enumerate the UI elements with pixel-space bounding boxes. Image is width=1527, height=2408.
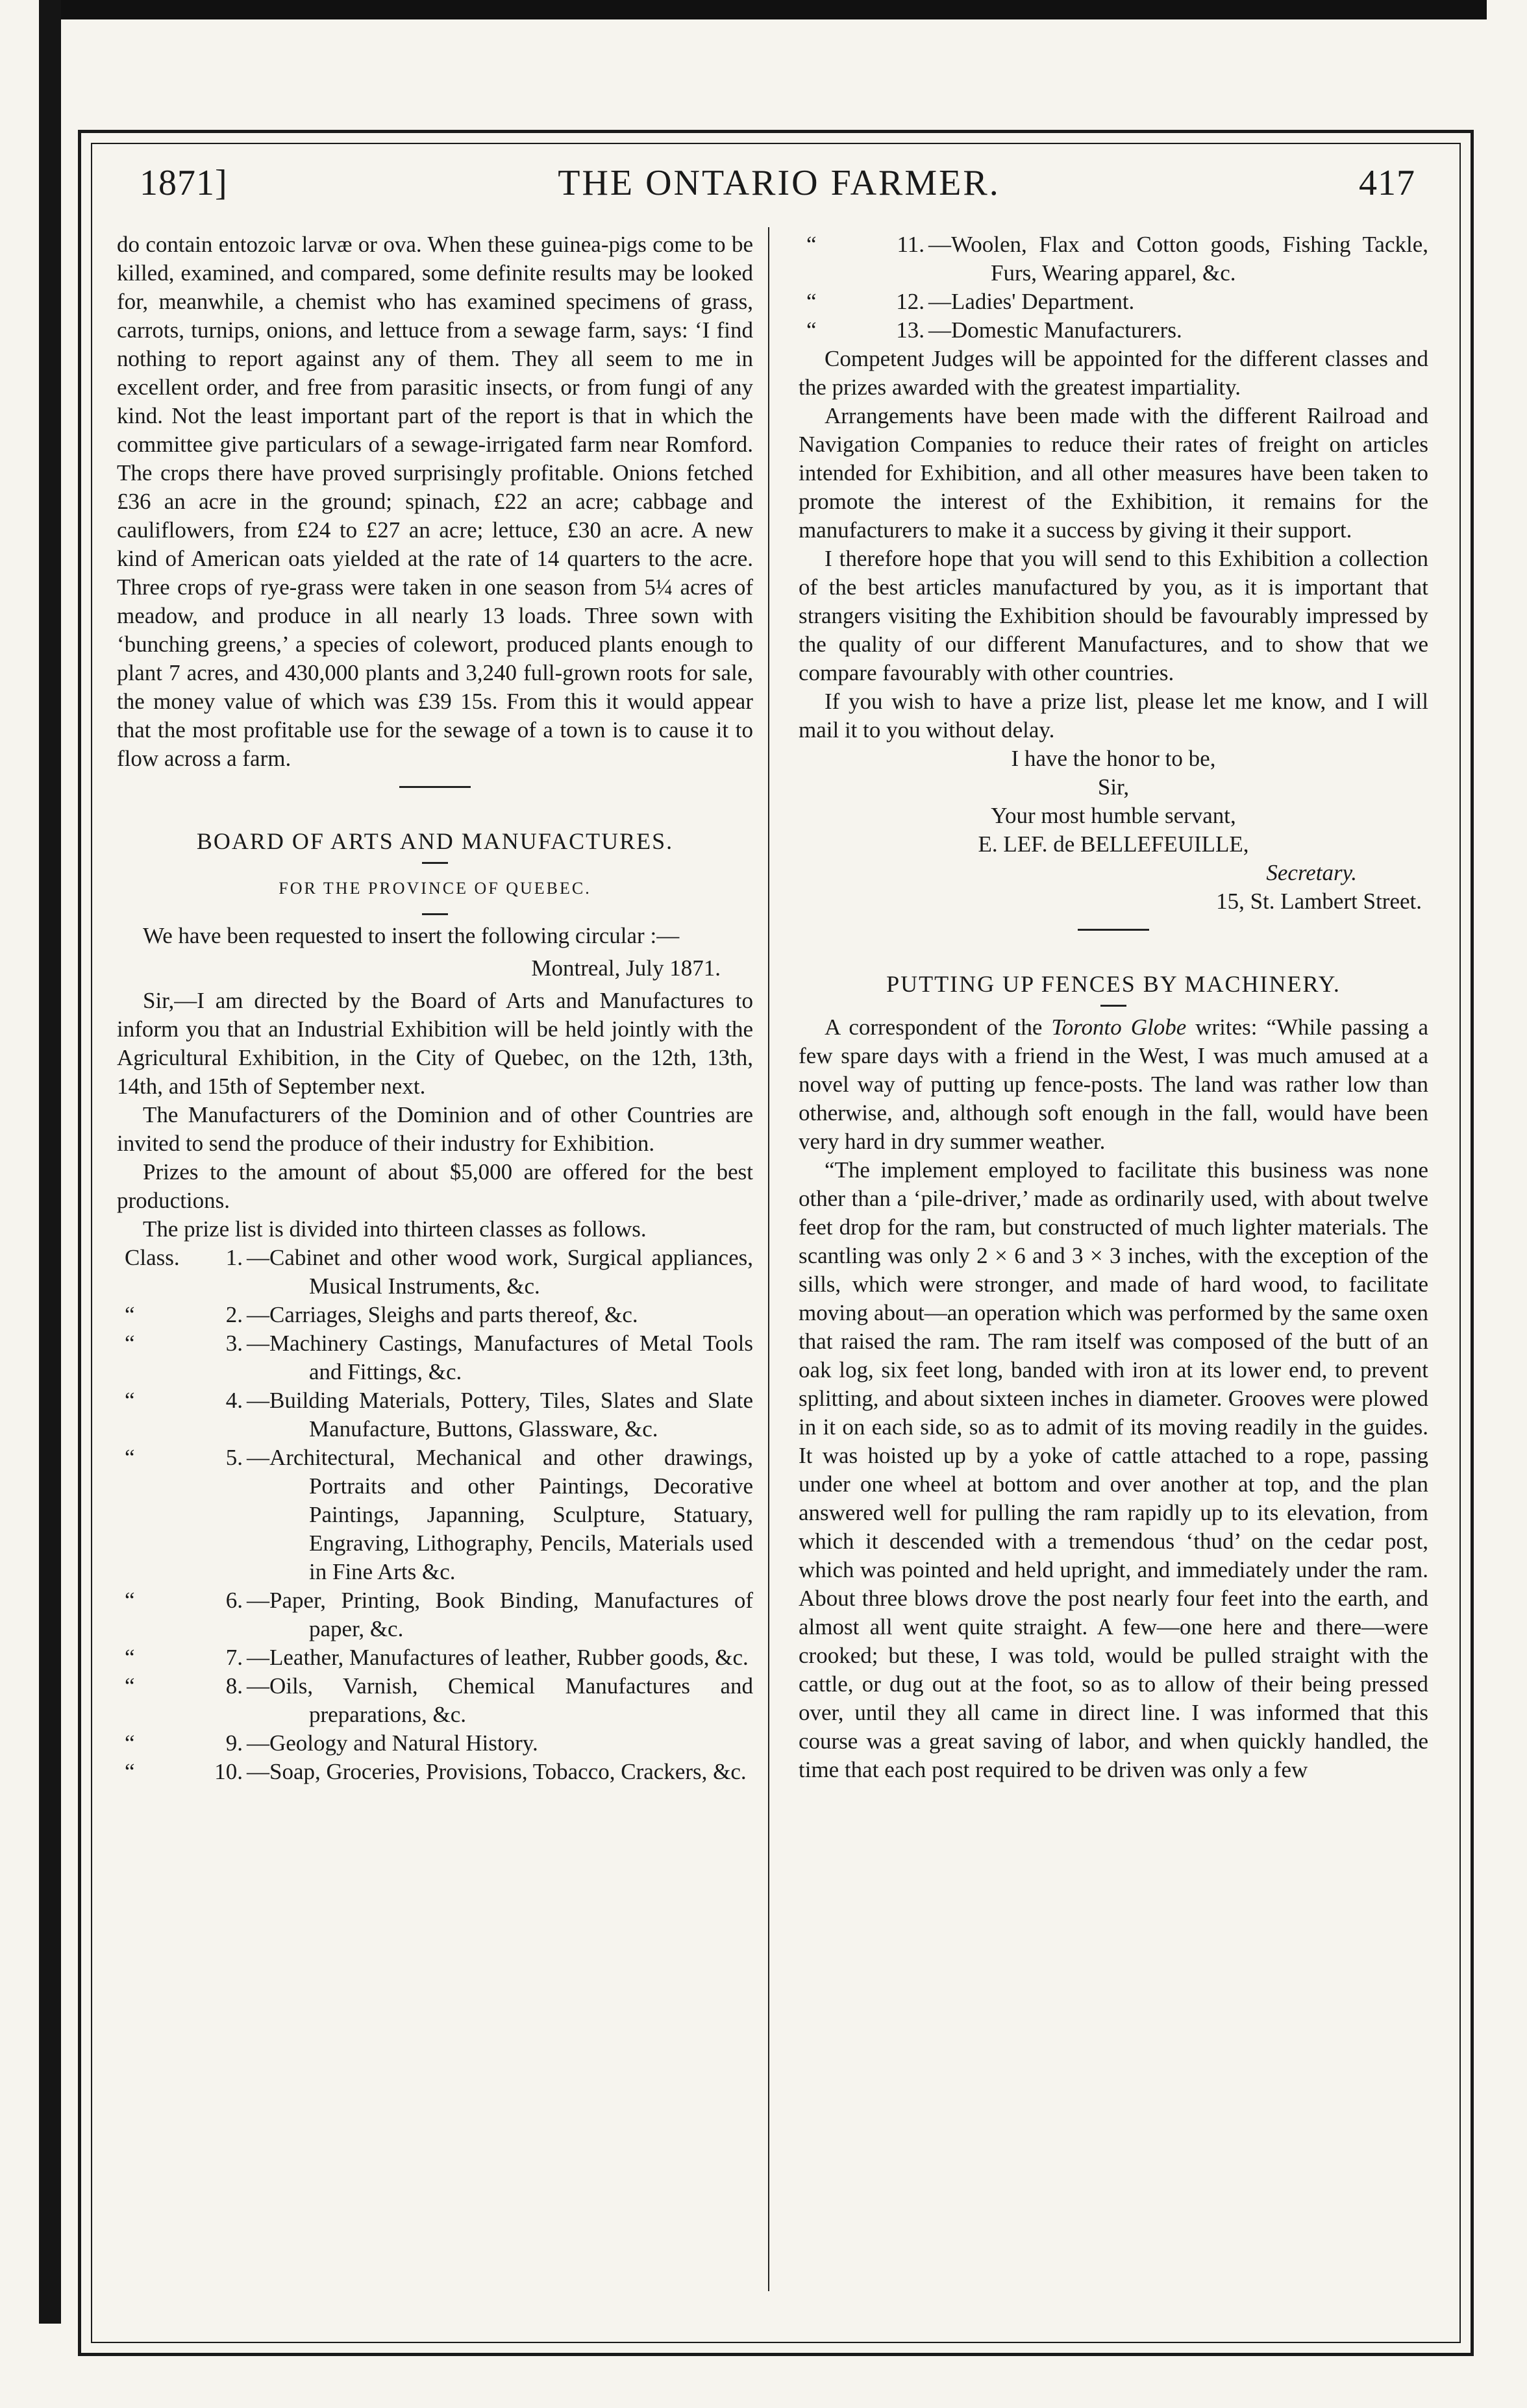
short-rule: [422, 913, 448, 915]
right-column: [799, 230, 1428, 1784]
class-entry: “ 6. —Paper, Printing, Book Binding, Manufactures of paper, &c.: [125, 1588, 753, 1641]
prize-list-paragraph: The prize list is divided into thirteen classes as follows.: [143, 1216, 647, 1242]
hope-paragraph: I therefore hope that you will send to this Exhibition a collection of the best articles manufactured by you, as it is important that strangers visiting the Exhibition should be favourably impressed by the quality of our different Manufactures, and to show that we compare favourably with other countries.: [799, 546, 1428, 685]
signatory-address: 15, St. Lambert Street.: [1216, 889, 1422, 914]
header-page-number: 417: [1359, 163, 1415, 203]
page-header: [130, 156, 1428, 214]
sir-paragraph: Sir,—I am directed by the Board of Arts and Manufactures to inform you that an Industrial Exhibition will be held jointly with the Agricultural Exhibition, in the City of Quebec, on the 12th, 13th, 14th, and 15th of September next.: [117, 988, 753, 1099]
sewage-paragraph: do contain entozoic larvæ or ova. When these guinea-pigs come to be killed, examined, and compared, some definite results may be looked for, meanwhile, a chemist who has examined specimens of grass, carrots, turnips, onions, and lettuce from a sewage farm, says: ‘I find nothing to report against any of them. They all seem to me in excellent order, and free from parasitic insects, or from fungi of any kind. Not the least important part of the report is that in which the committee give particulars of a sewage-irrigated farm near Romford. The crops there have proved surprisingly profitable. Onions fetched £36 an acre in the ground; spinach, £22 an acre; cabbage and cauliflowers, from £24 to £27 an acre; lettuce, £30 an acre. A new kind of American oats yielded at the rate of 14 quarters to the acre. Three crops of rye-grass were taken in one season from 5¼ acres of meadow, and produce in all nearly 13 loads. Three sown with ‘bunching greens,’ a species of colewort, produced plants enough to plant 7 acres, and 430,000 plants and 3,240 full-grown roots for sale, the money value of which was £39 15s. From this it would appear that the most profitable use for the sewage of a town is to cause it to flow across a farm.: [117, 232, 753, 771]
fences-intro-paragraph: A correspondent of the Toronto Globe writes: “While passing a few spare days with a friend in the West, I was much amused at a novel way of putting up fence-posts. The land was rather low than otherwise, and, although soft enough in the fall, would have been very hard in dry summer weather.: [799, 1014, 1428, 1154]
signatory-title: Secretary.: [1266, 860, 1357, 885]
scan-edge-left: [39, 0, 61, 2324]
board-heading: BOARD OF ARTS AND MANUFACTURES.: [196, 828, 674, 854]
short-rule: [422, 862, 448, 864]
prize-list-offer: If you wish to have a prize list, please let me know, and I will mail it to you without delay.: [799, 689, 1428, 743]
board-subheading: FOR THE PROVINCE OF QUEBEC.: [279, 879, 591, 898]
class-entry: “ 3. —Machinery Castings, Manufactures of Metal Tools and Fittings, &c.: [125, 1331, 753, 1384]
class-entry: “ 10. —Soap, Groceries, Provisions, Tobacco, Crackers, &c.: [125, 1759, 747, 1784]
signatory-name: E. LEF. de BELLEFEUILLE,: [978, 831, 1249, 857]
prizes-paragraph: Prizes to the amount of about $5,000 are offered for the best productions.: [117, 1159, 753, 1213]
closing-line: I have the honor to be,: [1011, 746, 1216, 771]
left-column: [117, 230, 753, 1786]
column-divider: [768, 227, 769, 2291]
header-year: 1871]: [140, 163, 228, 203]
scan-edge-top: [39, 0, 1487, 19]
closing-servant: Your most humble servant,: [991, 803, 1236, 828]
class-entry: “ 12. —Ladies' Department.: [806, 289, 1135, 314]
class-entry: “ 7. —Leather, Manufactures of leather, Rubber goods, &c.: [125, 1645, 749, 1670]
short-rule: [1100, 1005, 1126, 1007]
dateline: Montreal, July 1871.: [531, 955, 721, 981]
class-entry: “ 11. —Woolen, Flax and Cotton goods, Fishing Tackle, Furs, Wearing apparel, &c.: [806, 232, 1428, 286]
class-entry: “ 8. —Oils, Varnish, Chemical Manufactures and preparations, &c.: [125, 1673, 753, 1727]
judges-paragraph: Competent Judges will be appointed for the different classes and the prizes awarded with the greatest impartiality.: [799, 346, 1428, 400]
class-entry: “ 2. —Carriages, Sleighs and parts thereof, &c.: [125, 1302, 638, 1327]
header-title: THE ONTARIO FARMER.: [558, 163, 1000, 203]
fences-heading: PUTTING UP FENCES BY MACHINERY.: [886, 971, 1341, 997]
source-name: Toronto Globe: [1051, 1014, 1187, 1040]
request-paragraph: We have been requested to insert the following circular :—: [143, 923, 680, 948]
arrangements-paragraph: Arrangements have been made with the different Railroad and Navigation Companies to reduce their rates of freight on articles intended for Exhibition, and all other measures have been taken to promote the interest of the Exhibition, it remains for the manufacturers to make it a success by giving it their support.: [799, 403, 1428, 543]
section-rule: [399, 786, 471, 788]
class-entry: “ 4. —Building Materials, Pottery, Tiles, Slates and Slate Manufacture, Buttons, Glassware, &c.: [125, 1388, 753, 1442]
class-entry: Class. 1. —Cabinet and other wood work, Surgical appliances, Musical Instruments, &c.: [125, 1245, 753, 1299]
class-entry: “ 13. —Domestic Manufacturers.: [806, 317, 1182, 343]
manufacturers-paragraph: The Manufacturers of the Dominion and of other Countries are invited to send the produce of their industry for Exhibition.: [117, 1102, 753, 1156]
fences-paragraph: “The implement employed to facilitate this business was none other than a ‘pile-driver,’ made as ordinarily used, with about twelve feet drop for the ram, but constructed of much lighter materials. The scantling was only 2 × 6 and 3 × 3 inches, with the exception of the sills, which were stronger, and made of hard wood, to facilitate moving about—an operation which was performed by the same oxen that raised the ram. The ram itself was composed of the butt of an oak log, six feet long, banded with iron at its lower end, to prevent splitting, and about sixteen inches in diameter. Grooves were plowed in it on each side, so as to admit of its moving readily in the guides. It was hoisted up by a yoke of cattle attached to a rope, passing under one wheel at bottom and over another at top, and the plan answered well for pulling the ram rapidly up to its elevation, from which it descended with a tremendous ‘thud’ on the cedar post, which was pointed and held upright, and immediately under the ram. About three blows drove the post nearly four feet into the earth, and almost all went quite straight. A few—one here and there—were crooked; but these, I was told, would be pulled straight with the cattle, or dug out at the foot, so as to allow of their being pressed over, until they all came in direct line. I was informed that this course was a great saving of labor, and when quickly handled, the time that each post required to be driven was only a few: [799, 1157, 1428, 1782]
closing-salutation: Sir,: [1097, 774, 1130, 800]
class-entry: “ 5. —Architectural, Mechanical and other drawings, Portraits and other Paintings, Decorative Paintings, Japanning, Sculpture, Statuary, Engraving, Lithography, Pencils, Materials used in Fine Arts &c.: [125, 1445, 753, 1584]
section-rule: [1078, 929, 1149, 931]
class-entry: “ 9. —Geology and Natural History.: [125, 1730, 538, 1756]
